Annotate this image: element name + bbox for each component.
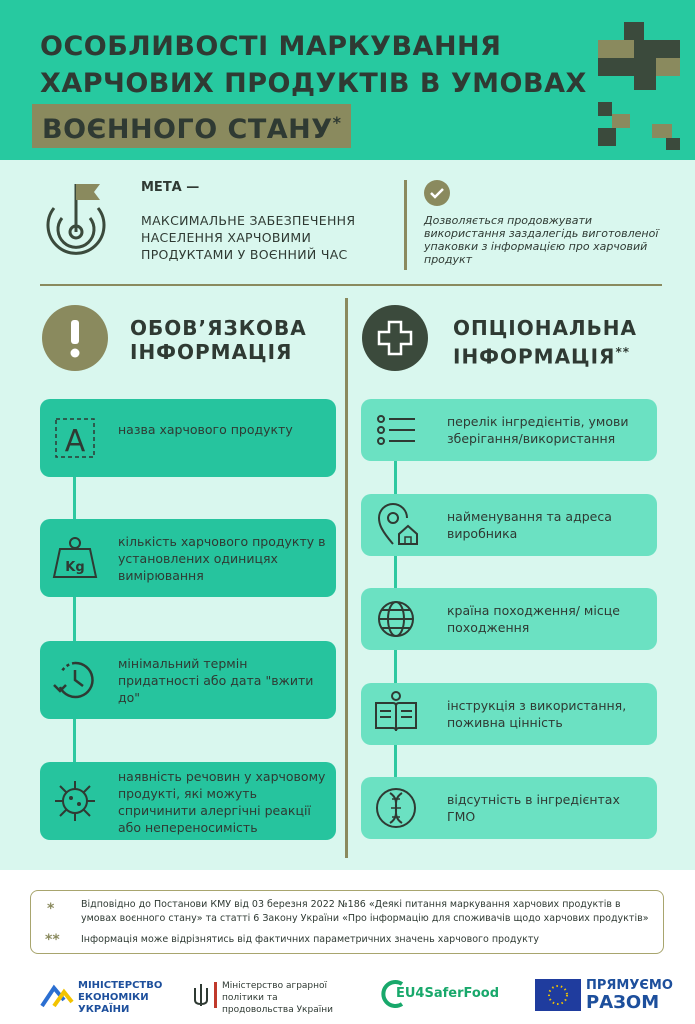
title-line-2: ХАРЧОВИХ ПРОДУКТІВ В УМОВАХ <box>40 68 587 99</box>
title-asterisk: * <box>332 113 342 132</box>
page-title <box>40 28 600 148</box>
list-item <box>40 762 336 840</box>
logo-divider <box>214 982 217 1008</box>
header-banner <box>0 0 695 160</box>
card-text: наявність речовин у харчовому продукті, які можуть спричинити алергічні реакції або непереносимість <box>118 769 326 835</box>
letter-a-icon <box>50 413 100 463</box>
razom-text: РАЗОМ <box>586 992 660 1013</box>
exclamation-icon <box>42 305 108 371</box>
card-text: кількість харчового продукту в установлених одиницях вимірювання <box>118 534 326 583</box>
card-text: відсутність в інгредієнтах ГМО <box>447 792 620 824</box>
list-icon <box>371 405 421 455</box>
target-flag-icon <box>40 178 110 258</box>
card-text: країна походження/ місце походження <box>447 603 620 635</box>
optional-heading-asterisks: ** <box>615 345 631 359</box>
list-item <box>361 588 657 650</box>
optional-heading-line1: ОПЦІОНАЛЬНА <box>453 316 638 340</box>
list-item <box>361 683 657 745</box>
card-text: перелік інгредієнтів, умови зберігання/використання <box>447 414 629 446</box>
footnote-star-2: ** <box>45 932 60 948</box>
column-divider <box>345 298 348 858</box>
footnote-2: Інформація може відрізнятись від фактичних параметричних значень харчового продукту <box>81 934 539 945</box>
clock-icon <box>50 655 100 705</box>
optional-heading-line2: ІНФОРМАЦІЯ <box>453 344 616 369</box>
mandatory-heading <box>130 316 307 364</box>
mandatory-heading-line2: ІНФОРМАЦІЯ <box>130 340 293 364</box>
title-line-1: ОСОБЛИВОСТІ МАРКУВАННЯ <box>40 31 502 62</box>
ministry-economy-logo <box>40 980 74 1008</box>
book-icon <box>371 689 421 739</box>
optional-heading <box>453 316 637 369</box>
card-text: назва харчового продукту <box>118 422 293 437</box>
goal-label: МЕТА — <box>141 180 200 195</box>
svg-text:A: A <box>64 424 86 459</box>
eu-flag-icon <box>535 979 581 1011</box>
plus-cross-icon <box>362 305 428 371</box>
ministry-economy-text: МІНІСТЕРСТВО ЕКОНОМІКИ УКРАЇНИ <box>78 980 163 1015</box>
trident-icon <box>193 982 209 1008</box>
footnote-1: Відповідно до Постанови КМУ від 03 березня 2022 №186 «Деякі питання маркування харчових продуктів в умовах воєнного стану» та статті 6 Закону України «Про інформацію для споживачів щодо харчових продуктів» <box>81 899 649 924</box>
dna-icon <box>371 783 421 833</box>
mandatory-heading-line1: ОБОВ’ЯЗКОВА <box>130 316 307 340</box>
list-item <box>40 641 336 719</box>
eu4saferfood-text: EU4SaferFood <box>396 986 500 1001</box>
title-highlight-text: ВОЄННОГО СТАНУ <box>42 114 333 145</box>
pryamuemo-text: ПРЯМУЄМО <box>586 978 673 993</box>
card-text: мінімальний термін придатності або дата "вжити до" <box>118 656 314 705</box>
footnote-star-1: * <box>47 901 55 917</box>
horizontal-divider <box>40 284 662 286</box>
pixel-camo-decoration <box>596 18 686 154</box>
weight-kg-icon <box>50 533 100 583</box>
list-item <box>361 494 657 556</box>
list-item <box>361 399 657 461</box>
location-house-icon <box>371 500 421 550</box>
globe-icon <box>371 594 421 644</box>
goal-text: МАКСИМАЛЬНЕ ЗАБЕЗПЕЧЕННЯ НАСЕЛЕННЯ ХАРЧОВИМИ ПРОДУКТАМИ У ВОЄННИЙ ЧАС <box>141 213 356 262</box>
list-item <box>361 777 657 839</box>
ministry-agri-text: Міністерство аграрної політики та продовольства України <box>222 981 333 1015</box>
svg-text:Kg: Kg <box>65 560 85 575</box>
packaging-note: Дозволяється продовжувати використання заздалегідь виготовленої упаковки з інформацією про харчовий продукт <box>424 214 659 266</box>
list-item <box>40 399 336 477</box>
vertical-divider <box>404 180 407 270</box>
card-text: інструкція з використання, поживна цінність <box>447 698 627 730</box>
card-text: найменування та адреса виробника <box>447 509 612 541</box>
checkmark-icon <box>424 180 450 206</box>
list-item <box>40 519 336 597</box>
title-highlight <box>32 104 351 148</box>
footnotes-box <box>30 890 664 954</box>
virus-icon <box>50 776 100 826</box>
